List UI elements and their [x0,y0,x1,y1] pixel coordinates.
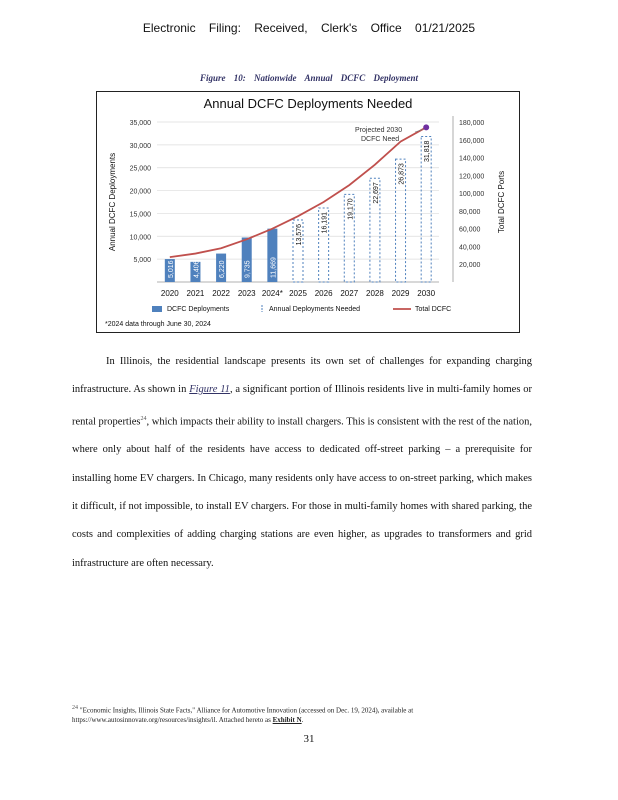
y2-tick-label: 60,000 [459,226,481,234]
needed-data-label: 16,191 [321,211,329,234]
x-tick-label: 2027 [340,289,359,298]
bar-data-label: 5,016 [167,260,175,278]
y2-tick-label: 40,000 [459,244,481,252]
bar-data-label: 9,735 [244,260,252,278]
y2-tick-label: 160,000 [459,137,485,145]
y-tick-label: 30,000 [129,142,151,150]
bar-data-label: 6,220 [219,260,227,278]
y-tick-label: 25,000 [129,165,151,173]
figure-11-link[interactable]: Figure 11 [189,384,230,396]
y2-tick-label: 100,000 [459,191,485,199]
bar-data-label: 11,669 [270,257,278,278]
footnote-text: "Economic Insights, Illinois State Facts," Alliance for Automotive Innovation (accessed on Dec. 19, 2024), available at https://www.autosinnovate.org/resources/insights/il. Attached hereto as [72,706,414,725]
page-number: 31 [303,733,315,745]
y-tick-label: 10,000 [129,234,151,242]
paragraph-text-3: , which impacts their ability to install chargers. This is consistent with the rest of the nation, where only about half of the residents have access to dedicated off-street parking – a prerequisite for installing home EV chargers. In Chicago, many residents only have access to on-street parking, which makes it difficult, if not impossible, to install EV chargers. For those in multi-family homes with shared parking, the costs and complexities of adding charging stations are even higher, as upgrades to transformers and grid infrastructure are often necessary. [72,416,532,569]
footnote-ref[interactable]: 24 [140,415,147,422]
legend-label-total: Total DCFC [415,306,452,313]
legend-label-deployments: DCFC Deployments [167,306,230,313]
x-tick-label: 2029 [391,289,410,298]
legend-label-needed: Annual Deployments Needed [269,306,361,313]
needed-data-label: 22,697 [372,182,380,204]
y2-tick-label: 140,000 [459,155,485,163]
x-tick-label: 2020 [160,289,179,298]
exhibit-link[interactable]: Exhibit N [272,716,302,725]
filing-header: Electronic Filing: Received, Clerk's Office 01/21/2025 [142,21,476,35]
body-paragraph [72,348,532,578]
dcfc-chart [96,91,520,333]
chart-title: Annual DCFC Deployments Needed [203,96,413,111]
paragraph-text-1: In Illinois, the residential landscape presents its own set of challenges for expanding charging infrastructure. As shown in [72,356,532,396]
y2-tick-label: 180,000 [459,120,485,127]
y-tick-label: 20,000 [129,188,151,196]
footnote-end: . [301,716,304,725]
x-tick-label: 2030 [417,289,436,298]
y-tick-label: 35,000 [129,120,151,127]
footnote [72,703,522,725]
y-tick-label: 5,000 [133,257,151,265]
x-tick-label: 2023 [237,289,256,298]
figure-caption: Figure 10: Nationwide Annual DCFC Deployment [200,73,418,83]
y2-tick-label: 80,000 [459,208,481,216]
x-tick-label: 2022 [212,289,230,298]
x-tick-label: 2024* [261,289,283,298]
y2-tick-label: 20,000 [459,262,481,270]
needed-data-label: 26,873 [398,163,406,185]
legend-swatch-deployments [152,306,162,312]
x-tick-label: 2025 [289,289,307,298]
x-tick-label: 2028 [366,289,384,298]
projected-point [423,124,429,130]
needed-data-label: 31,818 [424,140,432,162]
chart-footnote: *2024 data through June 30, 2024 [105,321,211,328]
y-axis-label: Annual DCFC Deployments [108,152,117,252]
y2-tick-label: 120,000 [459,173,485,181]
bar-data-label: 4,406 [193,260,201,278]
needed-data-label: 13,576 [296,223,303,246]
paragraph-text-2: , a significant portion of Illinois residents live in multi-family homes or rental properties [72,384,532,428]
footnote-number: 24 [72,705,78,711]
annotation-text-2: DCFC Need [361,136,400,143]
chart-svg [97,92,519,332]
x-tick-label: 2021 [186,289,205,298]
y2-axis-label: Total DCFC Ports [497,170,506,234]
needed-data-label: 19,170 [347,198,355,220]
x-tick-label: 2026 [314,289,333,298]
y-tick-label: 15,000 [129,211,151,219]
annotation-text-1: Projected 2030 [355,127,403,134]
